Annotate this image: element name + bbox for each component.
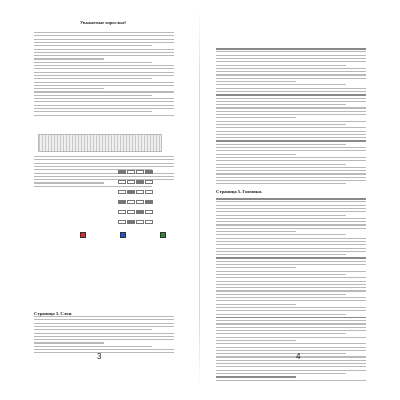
text-line xyxy=(216,114,366,115)
text-line xyxy=(216,376,296,378)
word-schema-box xyxy=(145,170,153,174)
left-page-title: Уважаемые взрослые! xyxy=(80,20,127,25)
text-line xyxy=(216,307,366,308)
text-line xyxy=(34,62,152,63)
text-line xyxy=(34,101,174,102)
text-line xyxy=(216,65,346,66)
text-line xyxy=(34,342,104,343)
text-line xyxy=(216,124,346,125)
word-schema-box xyxy=(127,180,135,184)
text-line xyxy=(34,346,152,347)
text-line xyxy=(216,177,366,178)
text-line xyxy=(216,208,366,209)
text-line xyxy=(216,211,366,212)
text-line xyxy=(34,326,174,327)
word-schema-box xyxy=(136,180,144,184)
text-line xyxy=(216,264,366,265)
word-schema-box xyxy=(127,210,135,214)
text-line xyxy=(34,108,174,109)
text-line xyxy=(216,131,366,132)
text-line xyxy=(216,228,366,229)
text-line xyxy=(34,95,152,96)
text-line xyxy=(216,244,366,245)
text-line xyxy=(34,179,174,180)
text-line xyxy=(216,353,346,354)
text-line xyxy=(34,55,174,56)
text-line xyxy=(34,78,152,79)
word-schema-box xyxy=(127,170,135,174)
text-line xyxy=(216,363,366,364)
text-line xyxy=(216,201,366,202)
color-square xyxy=(160,232,166,238)
text-line xyxy=(34,352,174,353)
text-line xyxy=(216,274,346,275)
text-line xyxy=(216,74,366,75)
text-line xyxy=(216,330,366,331)
text-line xyxy=(34,58,104,59)
text-line xyxy=(34,32,174,33)
word-schema-box xyxy=(145,210,153,214)
text-line xyxy=(34,52,174,53)
text-line xyxy=(216,111,366,112)
text-line xyxy=(34,111,152,112)
text-line xyxy=(216,160,366,161)
text-line xyxy=(216,48,366,50)
text-line xyxy=(216,320,366,321)
text-line xyxy=(216,297,366,298)
word-schema-box xyxy=(118,220,126,224)
text-line xyxy=(216,267,296,268)
text-line xyxy=(216,248,366,249)
word-schema-box xyxy=(145,200,153,204)
left-page-number: 3 xyxy=(97,352,102,361)
text-line xyxy=(216,173,366,174)
text-line xyxy=(34,319,174,320)
text-line xyxy=(216,91,366,92)
text-line xyxy=(216,218,366,219)
right-text-column xyxy=(216,48,366,388)
text-line xyxy=(216,88,366,89)
text-line xyxy=(216,238,366,239)
text-line xyxy=(34,82,174,83)
text-line xyxy=(216,183,346,184)
word-schema-box xyxy=(145,180,153,184)
text-line xyxy=(216,366,366,367)
word-schema-box xyxy=(118,200,126,204)
text-line xyxy=(216,81,296,82)
text-line xyxy=(216,294,346,295)
text-line xyxy=(216,170,366,171)
text-line xyxy=(216,144,346,145)
text-line xyxy=(216,150,366,151)
text-line xyxy=(34,35,174,36)
text-line xyxy=(34,166,174,167)
word-schema-box xyxy=(136,200,144,204)
text-line xyxy=(216,221,366,222)
text-line xyxy=(34,98,174,99)
text-line xyxy=(216,71,366,72)
text-line xyxy=(216,323,366,324)
text-line xyxy=(216,180,366,181)
color-square xyxy=(120,232,126,238)
text-line xyxy=(34,68,174,69)
text-line xyxy=(216,231,296,232)
text-line xyxy=(34,339,174,340)
text-line xyxy=(216,134,366,135)
text-line xyxy=(216,198,366,200)
text-line xyxy=(34,88,104,89)
text-line xyxy=(34,323,174,324)
text-line xyxy=(34,105,174,106)
word-schema-box xyxy=(127,200,135,204)
text-line xyxy=(216,347,366,348)
text-line xyxy=(216,121,366,122)
text-line xyxy=(34,176,174,177)
text-line xyxy=(216,117,296,118)
text-line xyxy=(216,370,366,371)
text-line xyxy=(216,55,366,56)
text-line xyxy=(216,215,346,216)
text-line xyxy=(34,65,174,66)
text-line xyxy=(216,290,366,291)
word-schema-box xyxy=(118,210,126,214)
right-section-heading: Страница 5. Гномики. xyxy=(216,189,263,194)
text-line xyxy=(216,241,366,242)
text-line xyxy=(216,277,366,278)
text-line xyxy=(216,281,366,282)
text-line xyxy=(216,287,366,288)
word-schema-box xyxy=(136,210,144,214)
text-line xyxy=(216,98,366,99)
text-line xyxy=(216,333,346,334)
text-line xyxy=(34,91,174,92)
text-line xyxy=(216,101,366,102)
text-line xyxy=(216,317,366,319)
text-line xyxy=(216,224,366,225)
text-line xyxy=(216,94,366,96)
text-line xyxy=(216,257,366,259)
text-line xyxy=(34,186,152,187)
text-line xyxy=(216,157,366,158)
text-line xyxy=(216,140,366,142)
text-line xyxy=(216,304,296,305)
text-line xyxy=(216,147,366,148)
text-line xyxy=(216,284,366,285)
text-line xyxy=(216,373,346,374)
text-line xyxy=(216,104,346,105)
text-line xyxy=(216,254,346,255)
text-line xyxy=(216,327,366,328)
word-schema-box xyxy=(118,190,126,194)
color-square xyxy=(80,232,86,238)
text-line xyxy=(216,343,366,344)
text-line xyxy=(34,349,174,350)
text-line xyxy=(216,154,296,155)
text-line xyxy=(34,49,174,50)
text-line xyxy=(216,107,366,108)
text-line xyxy=(216,261,366,262)
text-line xyxy=(216,356,366,357)
text-line xyxy=(216,78,366,79)
text-line xyxy=(216,251,366,252)
text-line xyxy=(216,51,366,52)
right-page xyxy=(200,0,400,400)
text-line xyxy=(216,164,346,165)
text-line xyxy=(216,337,366,338)
text-line xyxy=(34,333,174,334)
text-line xyxy=(34,163,174,164)
text-line xyxy=(34,85,174,86)
text-line xyxy=(34,182,104,183)
word-schema-box xyxy=(127,220,135,224)
word-schema-box xyxy=(136,190,144,194)
text-line xyxy=(216,68,366,69)
text-line xyxy=(216,350,366,351)
illustration-strip xyxy=(38,134,162,152)
word-schema-box xyxy=(145,220,153,224)
text-line xyxy=(216,271,366,272)
word-schema-box xyxy=(145,190,153,194)
word-schema-box xyxy=(118,170,126,174)
text-line xyxy=(216,300,366,301)
text-line xyxy=(216,167,366,168)
text-line xyxy=(34,156,174,157)
text-line xyxy=(34,329,152,330)
word-schema-box xyxy=(136,170,144,174)
right-page-number: 4 xyxy=(296,352,301,361)
text-line xyxy=(216,234,346,235)
word-schema-box xyxy=(127,190,135,194)
text-line xyxy=(216,137,366,138)
text-line xyxy=(34,159,174,160)
text-line xyxy=(34,336,174,337)
text-line xyxy=(34,45,152,46)
text-line xyxy=(216,58,366,59)
word-schema-box xyxy=(118,180,126,184)
text-line xyxy=(34,39,174,40)
text-line xyxy=(216,380,366,381)
text-line xyxy=(216,84,346,85)
text-line xyxy=(34,173,174,174)
left-section-heading: Страница 3. Слон. xyxy=(34,311,73,316)
text-line xyxy=(34,115,174,116)
text-line xyxy=(216,310,366,311)
text-line xyxy=(216,205,366,206)
text-line xyxy=(216,127,366,128)
text-line xyxy=(34,75,174,76)
text-line xyxy=(216,340,296,341)
text-line xyxy=(216,360,366,361)
text-line xyxy=(34,42,174,43)
text-line xyxy=(216,61,366,62)
text-line xyxy=(216,314,346,315)
word-schema-box xyxy=(136,220,144,224)
text-line xyxy=(34,72,174,73)
